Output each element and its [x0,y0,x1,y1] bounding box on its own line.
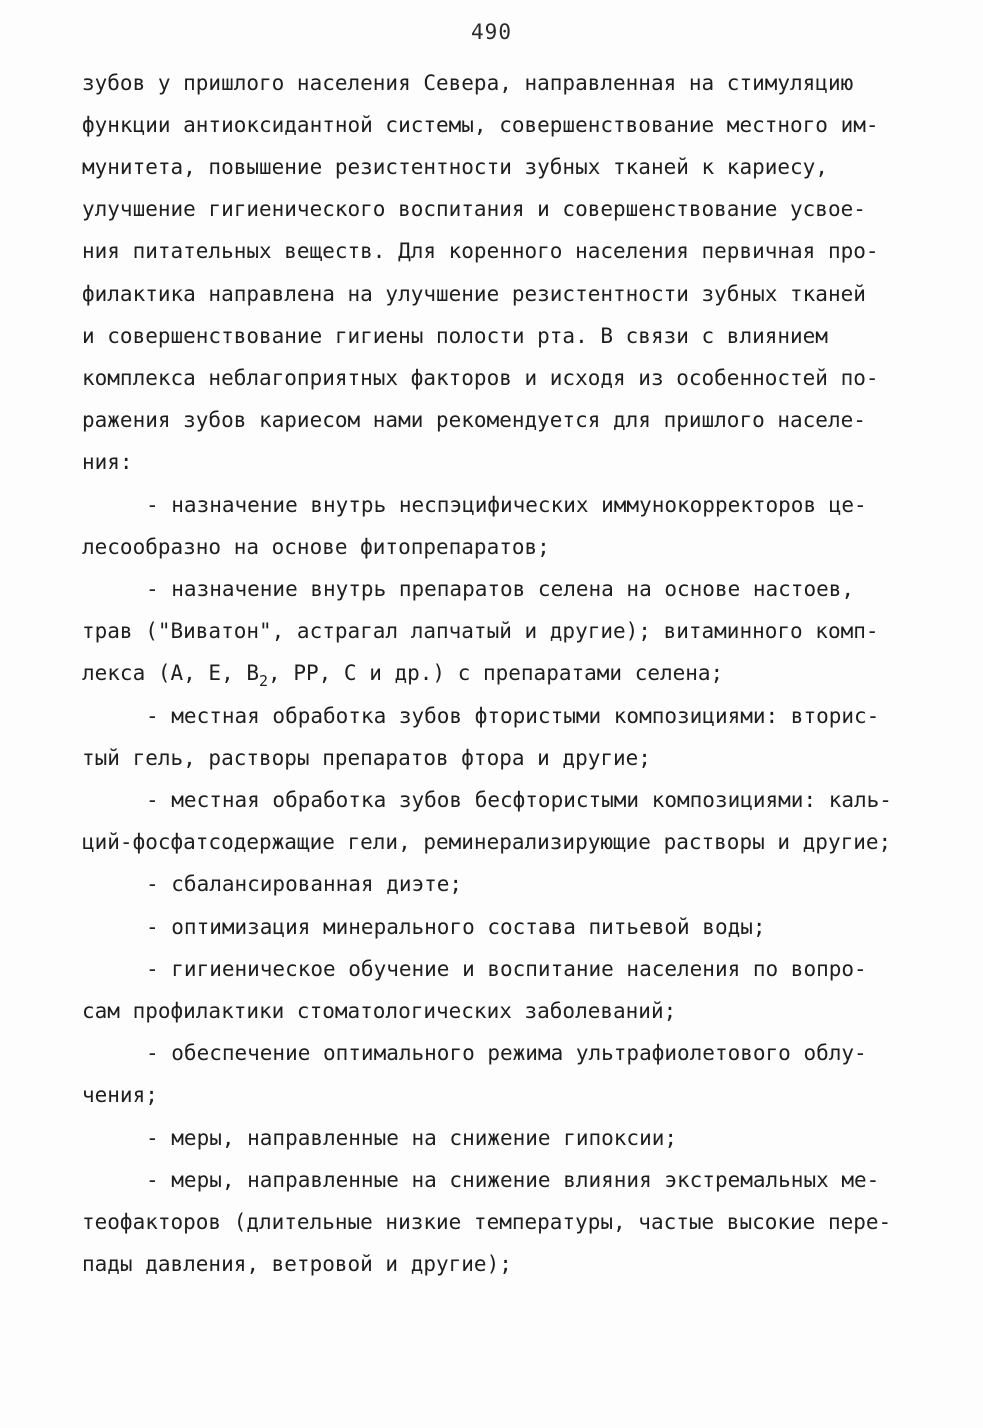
subscript: 2 [259,672,269,690]
text-line: комплекса неблагоприятных факторов и исходя из особенностей по- [82,366,879,390]
list-item-line: - меры, направленные на снижение гипоксии; [146,1126,678,1150]
text-line [82,658,723,688]
list-item-line: - гигиеническое обучение и воспитание населения по вопро- [146,957,867,981]
list-item-line: - местная обработка зубов фтористыми композициями: вторис- [146,704,880,728]
text-line: ций-фосфатсодержащие гели, реминерализирующие растворы и другие; [82,830,892,854]
list-item-line: - обеспечение оптимального режима ультрафиолетового облу- [146,1041,867,1065]
list-item-line: - местная обработка зубов бесфтористыми композициями: каль- [146,788,892,812]
text-fragment: , РР, С и др.) с препаратами селена; [268,661,724,685]
text-line: сам профилактики стоматологических заболеваний; [82,999,677,1023]
text-line: филактика направлена на улучшение резистентности зубных тканей [82,282,866,306]
list-item-line: - оптимизация минерального состава питьевой воды; [146,915,766,939]
text-fragment: лекса (А, Е, В [82,661,260,685]
text-line: улучшение гигиенического воспитания и совершенствование усвое- [82,197,866,221]
list-item-line: - меры, направленные на снижение влияния экстремальных ме- [146,1168,880,1192]
text-line: ражения зубов кариесом нами рекомендуется для пришлого населе- [82,408,866,432]
text-line: лесообразно на основе фитопрепаратов; [82,535,550,559]
text-line: чения; [82,1083,158,1107]
text-line: ния питательных веществ. Для коренного населения первичная про- [82,239,879,263]
text-line: ния: [82,450,133,474]
text-line: пады давления, ветровой и другие); [82,1252,512,1276]
text-line: мунитета, повышение резистентности зубных тканей к кариесу, [82,155,828,179]
list-item-line: - сбалансированная диэте; [146,872,463,896]
text-line: зубов у пришлого населения Севера, направленная на стимуляцию [82,71,854,95]
text-line: трав ("Виватон", астрагал лапчатый и другие); витаминного комп- [82,619,879,643]
page-number: 490 [471,20,512,44]
text-line: и совершенствование гигиены полости рта. В связи с влиянием [82,324,828,348]
text-line: функции антиоксидантной системы, совершенствование местного им- [82,113,879,137]
text-line: теофакторов (длительные низкие температуры, частые высокие пере- [82,1210,892,1234]
text-line: тый гель, растворы препаратов фтора и другие; [82,746,651,770]
list-item-line: - назначение внутрь неспэцифических иммунокорректоров це- [146,493,867,517]
list-item-line: - назначение внутрь препаратов селена на основе настоев, [146,577,855,601]
